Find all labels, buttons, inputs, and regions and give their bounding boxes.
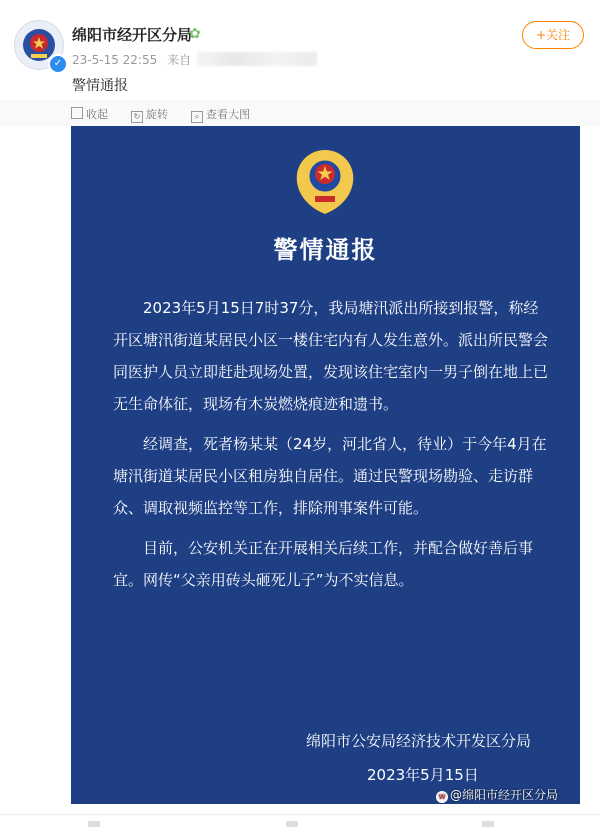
- notice-paragraph-2: [113, 428, 553, 524]
- view-large-label: 查看大图: [206, 108, 250, 121]
- source-prefix: 来自: [167, 53, 192, 67]
- image-watermark: [436, 786, 558, 803]
- weibo-logo-icon: w: [436, 791, 448, 803]
- collapse-icon: [71, 107, 83, 119]
- post-meta: [72, 51, 317, 68]
- account-name[interactable]: 绵阳市经开区分局: [72, 26, 193, 44]
- rotate-button[interactable]: [131, 106, 168, 123]
- bottom-actions: [0, 814, 600, 831]
- notice-paragraph-3-text: 目前，公安机关正在开展相关后续工作，并配合做好善后事宜。网传“父亲用砖头砸死儿子”为不实信息。: [113, 539, 534, 589]
- verified-badge-icon: ✓: [48, 54, 68, 74]
- police-emblem-icon: [289, 146, 361, 218]
- notice-paragraph-1: [113, 292, 553, 420]
- forward-icon[interactable]: [88, 821, 100, 827]
- follow-button[interactable]: +关注: [522, 21, 584, 49]
- rotate-label: 旋转: [146, 108, 168, 121]
- notice-signature: 绵阳市公安局经济技术开发区分局: [306, 732, 532, 750]
- post-text: 警情通报: [72, 78, 128, 94]
- blurred-source: [197, 52, 317, 66]
- notice-date: 2023年5月15日: [367, 766, 479, 784]
- notice-title: 警情通报: [273, 236, 378, 264]
- post-header: [0, 0, 600, 100]
- notice-paragraph-1-text: 2023年5月15日7时37分，我局塘汛派出所接到报警，称经开区塘汛街道某居民小区一楼住宅内有人发生意外。派出所民警会同医护人员立即赶赴现场处置，发现该住宅室内一男子倒在地上已无生命体征，现场有木炭燃烧痕迹和遗书。: [113, 299, 549, 413]
- post-time[interactable]: 23-5-15 22:55: [72, 53, 158, 67]
- view-large-button[interactable]: [191, 106, 250, 123]
- collapse-button[interactable]: [71, 106, 108, 122]
- image-toolbar: [0, 100, 600, 126]
- like-icon[interactable]: [482, 821, 494, 827]
- collapse-label: 收起: [86, 108, 108, 121]
- watermark-text: @绵阳市经开区分局: [450, 788, 559, 802]
- comment-icon[interactable]: [286, 821, 298, 827]
- notice-paragraph-3: [113, 532, 553, 596]
- notice-image[interactable]: [71, 126, 580, 804]
- rotate-icon: ↻: [131, 111, 143, 123]
- magnify-icon: ⌕: [191, 111, 203, 123]
- vip-icon: ✿: [189, 26, 201, 42]
- notice-paragraph-2-text: 经调查，死者杨某某（24岁，河北省人，待业）于今年4月在塘汛街道某居民小区租房独自居住。通过民警现场勘验、走访群众、调取视频监控等工作，排除刑事案件可能。: [113, 435, 547, 517]
